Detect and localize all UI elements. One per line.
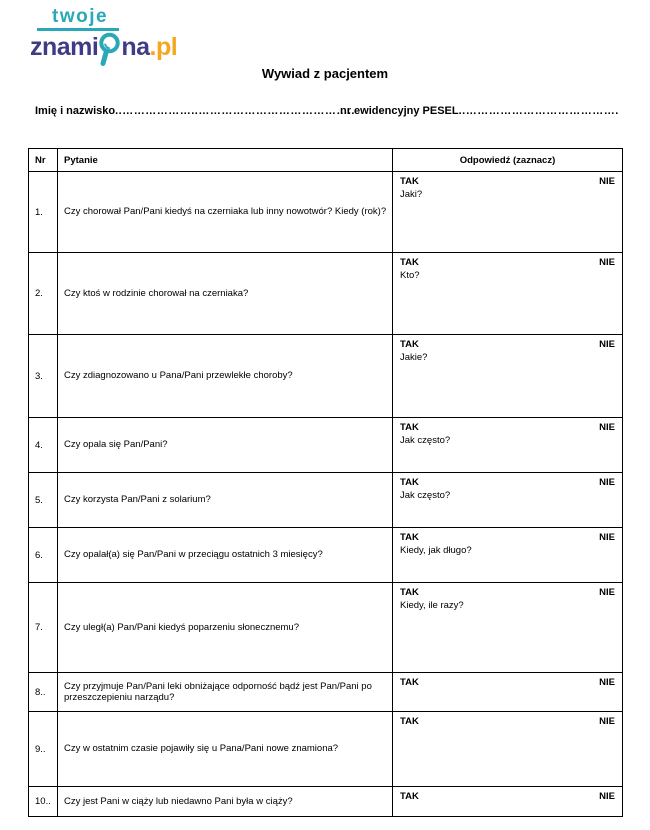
table-row xyxy=(29,528,623,583)
row-number: 9.. xyxy=(29,712,58,787)
no-option[interactable]: NIE xyxy=(599,176,615,187)
table-row xyxy=(29,787,623,817)
logo-domain-suffix: .pl xyxy=(149,33,178,61)
yes-option[interactable]: TAK xyxy=(400,587,419,598)
question-text: Czy opalał(a) się Pan/Pani w przeciągu ostatnich 3 miesięcy? xyxy=(58,528,393,583)
brand-logo xyxy=(30,7,177,60)
table-row xyxy=(29,418,623,473)
followup-question: Jak często? xyxy=(400,435,451,446)
row-number: 10.. xyxy=(29,787,58,817)
table-row xyxy=(29,712,623,787)
yes-option[interactable]: TAK xyxy=(400,339,419,350)
followup-question: Jak często? xyxy=(400,490,451,501)
answer-cell xyxy=(393,673,623,712)
answer-cell xyxy=(393,528,623,583)
no-option[interactable]: NIE xyxy=(599,587,615,598)
no-option[interactable]: NIE xyxy=(599,791,615,802)
no-option[interactable]: NIE xyxy=(599,422,615,433)
row-number: 7. xyxy=(29,583,58,673)
logo-bottom-text xyxy=(30,32,177,60)
yes-option[interactable]: TAK xyxy=(400,716,419,727)
table-row xyxy=(29,473,623,528)
question-text: Czy uległ(a) Pan/Pani kiedyś poparzeniu słonecznemu? xyxy=(58,583,393,673)
table-row xyxy=(29,673,623,712)
question-text: Czy korzysta Pan/Pani z solarium? xyxy=(58,473,393,528)
name-fill-line[interactable]: ..………………..………………………………….. xyxy=(115,105,355,117)
logo-brand-suffix: na xyxy=(121,33,150,61)
row-number: 6. xyxy=(29,528,58,583)
answer-cell xyxy=(393,418,623,473)
yes-option[interactable]: TAK xyxy=(400,477,419,488)
row-number: 3. xyxy=(29,335,58,418)
patient-fields xyxy=(0,105,650,121)
questionnaire-table xyxy=(28,148,623,817)
name-field xyxy=(35,105,355,117)
row-number: 4. xyxy=(29,418,58,473)
page-title: Wywiad z pacjentem xyxy=(261,66,389,81)
question-text: Czy ktoś w rodzinie chorował na czerniaka? xyxy=(58,253,393,335)
pesel-label: nr ewidencyjny PESEL xyxy=(340,105,459,117)
yes-option[interactable]: TAK xyxy=(400,677,419,688)
yes-option[interactable]: TAK xyxy=(400,422,419,433)
table-row xyxy=(29,253,623,335)
no-option[interactable]: NIE xyxy=(599,532,615,543)
answer-cell xyxy=(393,473,623,528)
row-number: 8.. xyxy=(29,673,58,712)
question-text: Czy chorował Pan/Pani kiedyś na czerniaka lub inny nowotwór? Kiedy (rok)? xyxy=(58,172,393,253)
answer-cell xyxy=(393,253,623,335)
question-text: Czy przyjmuje Pan/Pani leki obniżające odporność bądź jest Pan/Pani po przeszczepieniu narządu? xyxy=(58,673,393,712)
answer-cell xyxy=(393,712,623,787)
question-text: Czy jest Pani w ciąży lub niedawno Pani była w ciąży? xyxy=(58,787,393,817)
table-row xyxy=(29,172,623,253)
header-answer: Odpowiedź (zaznacz) xyxy=(393,149,623,172)
pesel-field xyxy=(340,105,619,117)
no-option[interactable]: NIE xyxy=(599,257,615,268)
answer-cell xyxy=(393,335,623,418)
question-text: Czy opala się Pan/Pani? xyxy=(58,418,393,473)
followup-question: Kto? xyxy=(400,270,420,281)
yes-option[interactable]: TAK xyxy=(400,257,419,268)
pesel-fill-line[interactable]: ..…………………………………. xyxy=(458,105,619,117)
answer-cell xyxy=(393,787,623,817)
no-option[interactable]: NIE xyxy=(599,716,615,727)
followup-question: Kiedy, jak długo? xyxy=(400,545,472,556)
logo-underline xyxy=(37,28,119,31)
table-row xyxy=(29,335,623,418)
logo-top-text: twoje xyxy=(52,6,109,27)
question-text: Czy zdiagnozowano u Pana/Pani przewlekłe choroby? xyxy=(58,335,393,418)
yes-option[interactable]: TAK xyxy=(400,532,419,543)
logo-brand-prefix: znami xyxy=(30,33,99,61)
yes-option[interactable]: TAK xyxy=(400,791,419,802)
followup-question: Jakie? xyxy=(400,352,428,363)
followup-question: Kiedy, ile razy? xyxy=(400,600,464,611)
answer-cell xyxy=(393,172,623,253)
no-option[interactable]: NIE xyxy=(599,339,615,350)
followup-question: Jaki? xyxy=(400,189,423,200)
header-nr: Nr xyxy=(29,149,58,172)
row-number: 1. xyxy=(29,172,58,253)
magnifier-icon xyxy=(97,32,122,57)
row-number: 5. xyxy=(29,473,58,528)
name-label: Imię i nazwisko xyxy=(35,105,116,117)
table-header-row xyxy=(29,149,623,172)
no-option[interactable]: NIE xyxy=(599,677,615,688)
answer-cell xyxy=(393,583,623,673)
row-number: 2. xyxy=(29,253,58,335)
question-text: Czy w ostatnim czasie pojawiły się u Pana/Pani nowe znamiona? xyxy=(58,712,393,787)
table-row xyxy=(29,583,623,673)
yes-option[interactable]: TAK xyxy=(400,176,419,187)
no-option[interactable]: NIE xyxy=(599,477,615,488)
header-question: Pytanie xyxy=(58,149,393,172)
